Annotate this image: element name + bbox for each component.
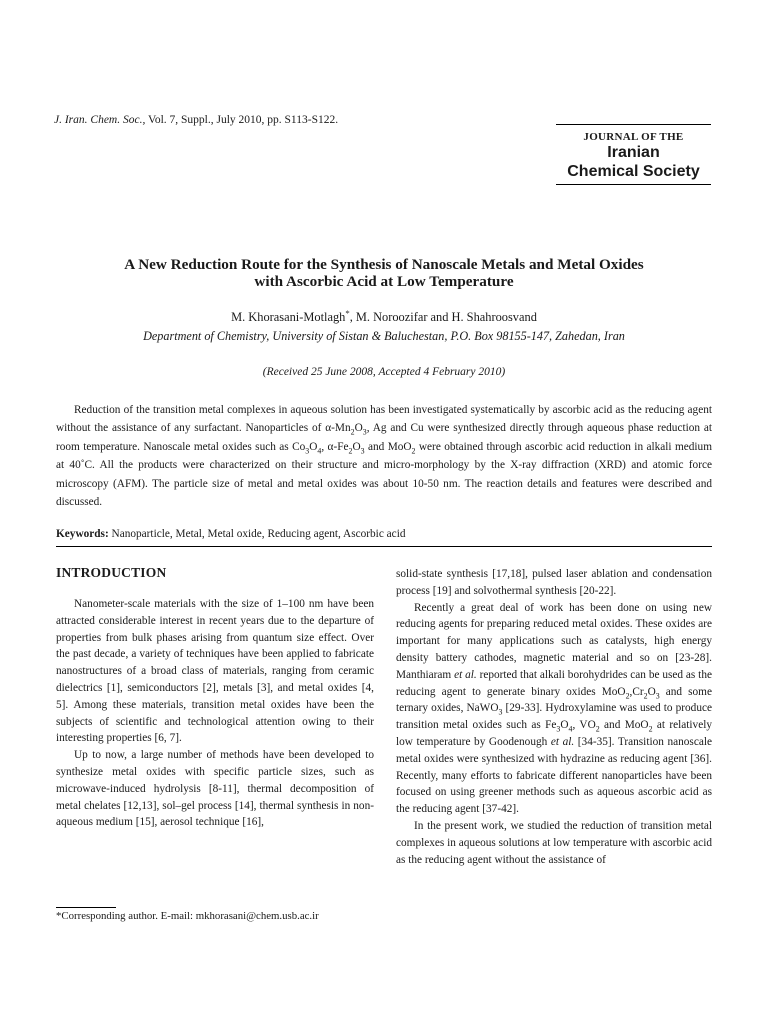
- corresponding-mark: *: [345, 307, 350, 318]
- title-line-2: with Ascorbic Acid at Low Temperature: [254, 273, 514, 290]
- paragraph-text: [29-33]. Hydroxylamine was used to produce transition metal oxides such as Fe: [396, 702, 713, 732]
- paragraph-text: Recently a great deal of work has been done on using new reducing agents for preparing reduced metal oxides. These oxides are important for many applications such as catalysts, high energy density battery cathodes, magnetic material and so on [23-28]. Manthiaram: [396, 601, 712, 681]
- right-column: [396, 566, 712, 868]
- intro-paragraph-4: In the present work, we studied the reduction of transition metal complexes in aqueous solutions at low temperature with ascorbic acid as the reducing agent without the assistance of: [396, 819, 712, 866]
- citation-details: Vol. 7, Suppl., July 2010, pp. S113-S122.: [145, 114, 339, 126]
- subscript: 4: [317, 446, 322, 456]
- paragraph-text: at relatively low temperature by Goodenough: [396, 719, 713, 748]
- intro-paragraph-3: [396, 600, 712, 818]
- journal-top-line: JOURNAL OF THE: [583, 131, 684, 143]
- subscript: 3: [305, 446, 310, 456]
- keywords: [56, 528, 712, 540]
- journal-citation: [54, 114, 338, 126]
- footnote-divider: [56, 907, 116, 908]
- subscript: 3: [362, 427, 367, 437]
- paragraph-text: O: [560, 719, 569, 732]
- journal-abbrev: J. Iran. Chem. Soc.,: [54, 114, 146, 126]
- abstract-text: were obtained through ascorbic acid reduction in alkali medium at 40˚C. All the products were characterized on their structure and micro-morphology by the X-ray diffraction (XRD) and atomic force microscopy (AFM). The particle size of metal and metal oxides was about 10-50 nm. The reaction details and features were described and discussed.: [56, 440, 712, 509]
- subscript: 4: [568, 724, 573, 734]
- section-heading-introduction: INTRODUCTION: [56, 565, 167, 580]
- paragraph-text: O: [647, 685, 656, 698]
- keywords-text: Nanoparticle, Metal, Metal oxide, Reducing agent, Ascorbic acid: [108, 528, 406, 540]
- intro-paragraph-1: Nanometer-scale materials with the size of 1–100 nm have been attracted considerable interest in recent years due to the departure of properties from bulk phases arising from quantum size effect. Over the past decade, a variety of techniques have been applied to fabricate nanostructures of a broad class of materials, ranging from ceramic dielectrics [1], semiconductors [2], metals [3], and metal oxides [4, 5]. Among these materials, transition metal oxides have been the subjects of scientific and technological attention owing to their interesting properties [6, 7].: [56, 598, 374, 745]
- paragraph-text: reported that alkali borohydrides can be used as the reducing agent to generate binary oxides MoO: [396, 668, 712, 698]
- abstract-text: O: [354, 422, 363, 435]
- affiliation: Department of Chemistry, University of Sistan & Baluchestan, P.O. Box 98155-147, Zahedan, Iran: [143, 329, 625, 343]
- abstract-text: Reduction of the transition metal complexes in aqueous solution has been investigated systematically by ascorbic acid as the reducing agent without the assistance of any surfactant. Nanoparticles of α-Mn: [56, 404, 712, 435]
- subscript: 2: [411, 446, 416, 456]
- abstract-text: and MoO: [364, 440, 412, 453]
- author-list: [60, 307, 708, 325]
- corresponding-author-footnote: *Corresponding author. E-mail: mkhorasani@chem.usb.ac.ir: [56, 910, 319, 922]
- paragraph-text: and some ternary oxides, NaWO: [396, 685, 712, 715]
- intro-paragraph-continued: solid-state synthesis [17,18], pulsed laser ablation and condensation process [19] and solvothermal synthesis [20-22].: [396, 568, 712, 597]
- subscript: 2: [625, 690, 630, 700]
- paragraph-text: , VO: [572, 719, 596, 732]
- authors-rest: , M. Noroozifar and H. Shahroosvand: [349, 310, 537, 324]
- journal-name-line2: Chemical Society: [567, 163, 700, 180]
- abstract-text: O: [309, 440, 318, 453]
- abstract-text: , Ag and Cu were synthesized directly through aqueous phase reduction at room temperature. Nanoscale metal oxides such as Co: [56, 422, 713, 453]
- title-line-1: A New Reduction Route for the Synthesis of Nanoscale Metals and Metal Oxides: [124, 256, 644, 273]
- subscript: 2: [595, 724, 600, 734]
- left-column: [56, 596, 374, 831]
- intro-paragraph-2: Up to now, a large number of methods have been developed to synthesize metal oxides with specific particle sizes, such as microwave-induced hydrolysis [8-11], thermal decomposition of metal chelates [12,13], sol–gel process [14], thermal synthesis in non-aqueous medium [15], aerosol technique [16],: [56, 749, 374, 829]
- paragraph-text: [34-35]. Transition nanoscale metal oxides were synthesized with hydrazine as reducing agent [36]. Recently, many efforts to fabricate different nanoparticles have been focused on using greener methods such as aqueous ascorbic acid as the reducing agent [37-42].: [396, 735, 713, 816]
- subscript: 3: [655, 690, 660, 700]
- abstract-paragraph: [56, 401, 712, 511]
- journal-logo-block: [556, 124, 711, 185]
- author-1: M. Khorasani-Motlagh: [231, 310, 346, 324]
- article-title: [60, 256, 708, 290]
- paragraph-text: ,Cr: [629, 685, 644, 698]
- keywords-label: Keywords:: [56, 528, 109, 540]
- subscript: 2: [350, 427, 355, 437]
- abstract-divider: [56, 546, 712, 547]
- paragraph-text: and MoO: [599, 719, 649, 732]
- subscript: 3: [498, 707, 503, 717]
- abstract: [56, 401, 712, 511]
- abstract-text: , α-Fe: [321, 440, 349, 453]
- et-al: et al.: [550, 735, 575, 748]
- abstract-text: O: [352, 440, 361, 453]
- subscript: 2: [348, 446, 353, 456]
- subscript: 3: [360, 446, 365, 456]
- subscript: 3: [556, 724, 561, 734]
- journal-name-line1: Iranian: [607, 144, 660, 161]
- subscript: 2: [643, 690, 648, 700]
- subscript: 2: [648, 724, 653, 734]
- et-al: et al.: [454, 668, 477, 681]
- received-dates: (Received 25 June 2008, Accepted 4 February 2010): [262, 366, 506, 378]
